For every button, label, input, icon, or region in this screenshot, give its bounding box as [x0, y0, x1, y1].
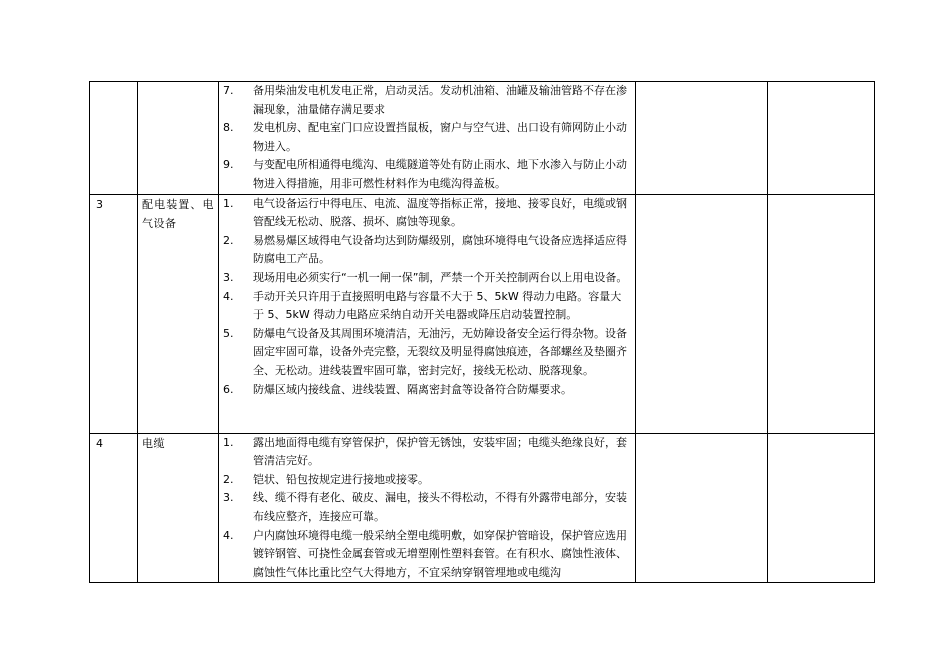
requirements-cell — [219, 194, 636, 433]
item-text: 现场用电必须实行“一机一闸一保”制，严禁一个开关控制两台以上用电设备。 — [253, 270, 628, 284]
row-number-cell — [90, 82, 138, 195]
empty-cell — [768, 433, 875, 583]
item-text: 防爆电气设备及其周围环境清洁，无油污，无妨障设备安全运行得杂物。设备固定牢固可靠，设备外壳完整，无裂纹及明显得腐蚀痕迹，各部螺丝及垫圈齐全、无松动。进线装置牢固可靠，密封完好，接线无松动、脱落现象。 — [253, 326, 627, 377]
row-number-cell: 4 — [90, 433, 138, 583]
item-number: 4. — [223, 528, 234, 542]
item-number: 1. — [223, 435, 234, 449]
requirements-list — [219, 82, 635, 194]
item-number: 5. — [223, 326, 234, 340]
empty-cell — [636, 82, 768, 195]
list-item — [223, 156, 635, 193]
item-number: 2. — [223, 472, 234, 486]
list-item — [223, 288, 635, 325]
item-text: 户内腐蚀环境得电缆一般采纳全塑电缆明敷，如穿保护管暗设，保护管应选用镀锌钢管、可挠性金属套管或无增塑刚性塑料套管。在有积水、腐蚀性液体、腐蚀性气体比重比空气大得地方，不宜采纳穿钢管埋地或电缆沟 — [253, 528, 627, 579]
item-number: 8. — [223, 121, 234, 135]
row-number-cell: 3 — [90, 194, 138, 433]
requirements-cell — [219, 82, 636, 195]
list-item — [223, 195, 635, 232]
item-text: 发电机房、配电室门口应设置挡鼠板，窗户与空气进、出口设有筛网防止小动物进入。 — [253, 121, 627, 153]
list-item — [223, 434, 635, 471]
list-item — [223, 119, 635, 156]
item-text: 与变配电所相通得电缆沟、电缆隧道等处有防止雨水、地下水渗入与防止小动物进入得措施，用非可燃性材料作为电缆沟得盖板。 — [253, 158, 627, 190]
list-item — [223, 381, 635, 400]
item-text: 备用柴油发电机发电正常，启动灵活。发动机油箱、油罐及输油管路不存在渗漏现象，油量储存满足要求 — [253, 84, 627, 116]
list-item — [223, 489, 635, 526]
list-item — [223, 232, 635, 269]
inspection-table — [89, 81, 875, 583]
list-item — [223, 471, 635, 490]
item-text: 线、缆不得有老化、破皮、漏电，接头不得松动，不得有外露带电部分，安装布线应整齐，连接应可靠。 — [253, 491, 627, 523]
list-item — [223, 82, 635, 119]
item-text: 易燃易爆区域得电气设备均达到防爆级别，腐蚀环境得电气设备应选择适应得防腐电工产品。 — [253, 233, 627, 266]
item-number: 7. — [223, 84, 234, 97]
list-item — [223, 325, 635, 381]
item-number: 4. — [223, 289, 234, 303]
item-text: 铠状、铅包按规定进行接地或接零。 — [253, 472, 429, 486]
table-row — [90, 194, 875, 433]
item-number: 1. — [223, 196, 234, 210]
item-number: 3. — [223, 270, 234, 284]
table-row — [90, 433, 875, 583]
item-text: 防爆区域内接线盒、进线装置、隔离密封盒等设备符合防爆要求。 — [253, 382, 572, 396]
row-item-cell: 配电装置、电气设备 — [138, 194, 219, 433]
row-item-cell — [138, 82, 219, 195]
item-text: 露出地面得电缆有穿管保护，保护管无锈蚀，安装牢固；电缆头绝缘良好，套管清洁完好。 — [253, 435, 627, 468]
empty-cell — [636, 194, 768, 433]
item-number: 9. — [223, 158, 234, 172]
list-item — [223, 527, 635, 583]
requirements-cell — [219, 433, 636, 583]
table-row — [90, 82, 875, 195]
requirements-list — [219, 195, 635, 400]
item-text: 手动开关只许用于直接照明电路与容量不大于 5、5kW 得动力电路。容量大于 5、5kW 得动力电路应采纳自动开关电器或降压启动装置控制。 — [253, 289, 622, 322]
item-number: 6. — [223, 382, 234, 396]
item-text: 电气设备运行中得电压、电流、温度等指标正常，接地、接零良好，电缆或钢管配线无松动、脱落、损坏、腐蚀等现象。 — [253, 196, 627, 229]
empty-cell — [768, 194, 875, 433]
item-number: 3. — [223, 491, 234, 505]
requirements-list — [219, 434, 635, 583]
list-item — [223, 269, 635, 288]
item-number: 2. — [223, 233, 234, 247]
empty-cell — [768, 82, 875, 195]
empty-cell — [636, 433, 768, 583]
row-item-cell: 电缆 — [138, 433, 219, 583]
